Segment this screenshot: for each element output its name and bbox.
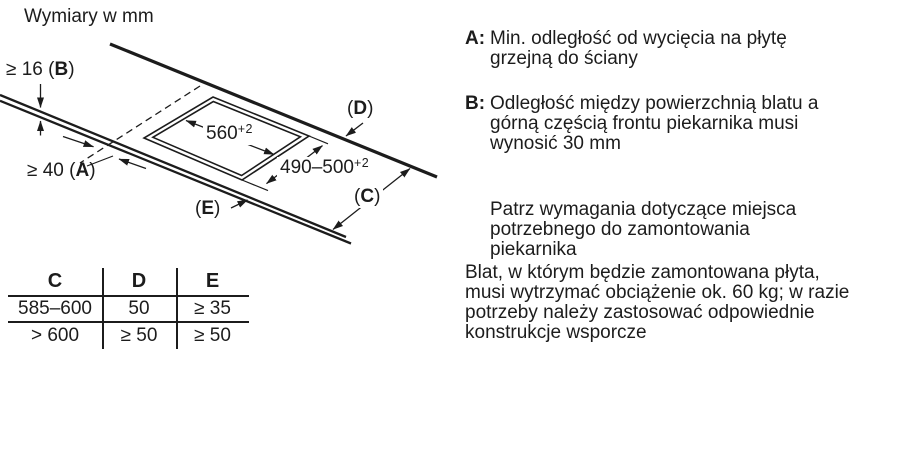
table-cell: ≥ 35	[194, 297, 231, 319]
dim-label-a: ≥ 40 (A)	[27, 160, 96, 181]
dimension-arrow-a-left	[119, 159, 146, 169]
note-see-requirements	[465, 200, 895, 260]
note-a-line: Min. odległość od wycięcia na płytę	[490, 28, 787, 49]
note-b-line: wynosić 30 mm	[490, 133, 621, 154]
note-see-line: Patrz wymagania dotyczące miejsca	[490, 199, 797, 220]
dim-label-d: (D)	[347, 98, 374, 119]
note-b-line: Odległość między powierzchnią blatu a	[490, 93, 819, 114]
note-b	[465, 94, 895, 154]
note-load-capacity	[465, 263, 895, 343]
extension-line-490-lower	[242, 180, 268, 191]
table-header-d: D	[131, 270, 147, 292]
leader-arrow-e	[231, 200, 248, 208]
leader-arrow-d	[346, 123, 363, 136]
extension-line-490-upper	[309, 136, 328, 144]
note-load-line: konstrukcje wsporcze	[465, 322, 647, 343]
note-a	[465, 29, 895, 69]
page-title: Wymiary w mm	[24, 6, 154, 27]
note-a-line: grzejną do ściany	[490, 48, 638, 69]
dimension-arrow-490-upper	[307, 146, 323, 158]
dim-label-560: $560^{+2}$	[203, 123, 256, 145]
dim-label-b: ≥ 16 (B)	[6, 59, 75, 80]
dim-label-c: (C)	[351, 186, 383, 208]
note-a-marker: A:	[465, 28, 486, 49]
note-see-line: potrzebnego do zamontowania	[490, 219, 750, 240]
dim-label-e: (E)	[195, 198, 221, 219]
dim-label-490-500: $490-500^{+2}$	[277, 157, 372, 179]
table-cell: > 600	[30, 324, 80, 346]
note-b-marker: B:	[465, 93, 486, 114]
table-cell: ≥ 50	[120, 324, 158, 346]
note-load-line: Blat, w którym będzie zamontowana płyta,	[465, 262, 820, 283]
table-cell: ≥ 50	[194, 324, 231, 346]
table-cell: 585–600	[18, 297, 92, 319]
note-load-line: musi wytrzymać obciążenie ok. 60 kg; w razie	[465, 282, 850, 303]
table-header-e: E	[205, 270, 220, 292]
table-cell: 50	[128, 297, 150, 319]
table-header-c: C	[47, 270, 63, 292]
note-load-line: potrzeby należy zastosować odpowiednie	[465, 302, 815, 323]
note-b-line: górną częścią frontu piekarnika musi	[490, 113, 799, 134]
dimension-table	[8, 268, 249, 351]
note-see-line: piekarnika	[490, 239, 577, 260]
